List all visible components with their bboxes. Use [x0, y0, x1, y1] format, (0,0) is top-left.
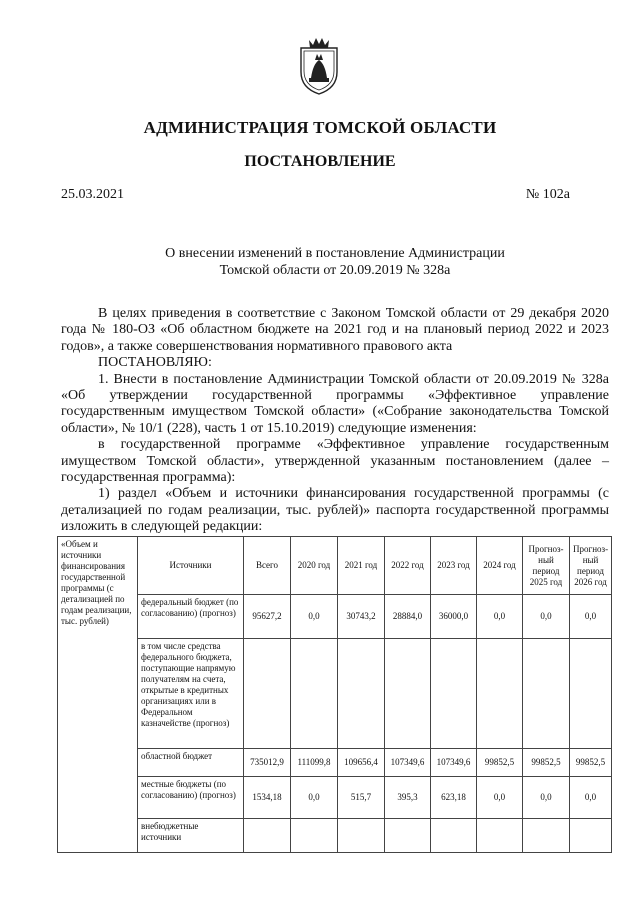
- value-cell: 99852,5: [477, 749, 523, 777]
- value-cell: [338, 819, 385, 853]
- value-cell: [244, 819, 291, 853]
- source-cell: местные бюджеты (по согласованию) (прогноз): [138, 777, 244, 819]
- value-cell: 0,0: [291, 595, 338, 639]
- value-cell: 107349,6: [385, 749, 431, 777]
- table-row: [58, 749, 612, 777]
- value-cell: [477, 819, 523, 853]
- header-cell: 2021 год: [338, 537, 385, 595]
- paragraph-preamble: В целях приведения в соответствие с Законом Томской области от 29 декабря 2020 года № 180-ОЗ «Об областном бюджете на 2021 год и на плановый период 2022 и 2023 годов», а также совершенствования нормативного правового акта: [61, 306, 609, 354]
- header-cell: 2023 год: [431, 537, 477, 595]
- value-cell: [338, 639, 385, 749]
- value-cell: 111099,8: [291, 749, 338, 777]
- header-cell: Прогноз-ный период 2026 год: [570, 537, 612, 595]
- paragraph-program: в государственной программе «Эффективное управление государственным имуществом Томской области», утвержденной указанным постановлением (далее – государственная программа):: [61, 437, 609, 486]
- header-cell: 2022 год: [385, 537, 431, 595]
- value-cell: 0,0: [291, 777, 338, 819]
- table-row: [58, 595, 612, 639]
- value-cell: 107349,6: [431, 749, 477, 777]
- value-cell: 395,3: [385, 777, 431, 819]
- table-row: [58, 819, 612, 853]
- value-cell: 99852,5: [570, 749, 612, 777]
- source-cell: внебюджетные источники: [138, 819, 244, 853]
- value-cell: [291, 639, 338, 749]
- value-cell: 515,7: [338, 777, 385, 819]
- value-cell: [570, 639, 612, 749]
- header-cell: Всего: [244, 537, 291, 595]
- paragraph-resolve: ПОСТАНОВЛЯЮ:: [98, 355, 212, 371]
- value-cell: [244, 639, 291, 749]
- document-number: № 102а: [525, 187, 570, 202]
- source-cell: в том числе средства федерального бюджета, поступающие напрямую получателям на счета, открытые в кредитных организациях или в Федеральном казначействе (прогноз): [138, 639, 244, 749]
- value-cell: 36000,0: [431, 595, 477, 639]
- document-type: ПОСТАНОВЛЕНИЕ: [244, 153, 396, 170]
- value-cell: [385, 819, 431, 853]
- value-cell: 95627,2: [244, 595, 291, 639]
- value-cell: [431, 819, 477, 853]
- paragraph-subitem-1: 1) раздел «Объем и источники финансирования государственной программы (с детализацией по годам реализации, тыс. рублей)» паспорта государственной программы изложить в следующей редакции:: [61, 486, 609, 535]
- source-cell: областной бюджет: [138, 749, 244, 777]
- table-row: [58, 777, 612, 819]
- value-cell: [291, 819, 338, 853]
- paragraph-item-1: 1. Внести в постановление Администрации Томской области от 20.09.2019 № 328а «Об утверждении государственной программы «Эффективное управление государственным имуществом Томской области» («Собрание законодательства Томской области», № 10/1 (228), часть 1 от 15.10.2019) следующие изменения:: [61, 371, 609, 436]
- value-cell: 0,0: [570, 777, 612, 819]
- value-cell: 30743,2: [338, 595, 385, 639]
- subject-line-1: О внесении изменений в постановление Администрации: [165, 246, 505, 261]
- document-body: [61, 306, 609, 536]
- value-cell: 0,0: [523, 777, 570, 819]
- header-cell: 2024 год: [477, 537, 523, 595]
- value-cell: 1534,18: [244, 777, 291, 819]
- value-cell: [523, 639, 570, 749]
- coat-of-arms-emblem: [295, 34, 343, 96]
- value-cell: 0,0: [477, 777, 523, 819]
- value-cell: [477, 639, 523, 749]
- document-date: 25.03.2021: [61, 187, 124, 202]
- value-cell: 735012,9: [244, 749, 291, 777]
- row-label-cell: «Объем и источники финансирования государственной программы (с детализацией по годам реализации, тыс. рублей): [58, 537, 138, 853]
- value-cell: 99852,5: [523, 749, 570, 777]
- value-cell: [570, 819, 612, 853]
- value-cell: [431, 639, 477, 749]
- subject-line-2: Томской области от 20.09.2019 № 328а: [219, 263, 451, 278]
- value-cell: 109656,4: [338, 749, 385, 777]
- value-cell: [385, 639, 431, 749]
- value-cell: 623,18: [431, 777, 477, 819]
- value-cell: 0,0: [570, 595, 612, 639]
- value-cell: 0,0: [477, 595, 523, 639]
- value-cell: 0,0: [523, 595, 570, 639]
- financing-table: [57, 536, 612, 853]
- header-cell: 2020 год: [291, 537, 338, 595]
- value-cell: [523, 819, 570, 853]
- table-row: [58, 639, 612, 749]
- header-cell: Источники: [138, 537, 244, 595]
- source-cell: федеральный бюджет (по согласованию) (прогноз): [138, 595, 244, 639]
- value-cell: 28884,0: [385, 595, 431, 639]
- organization-title: АДМИНИСТРАЦИЯ ТОМСКОЙ ОБЛАСТИ: [143, 118, 497, 137]
- document-subject: [0, 245, 640, 279]
- header-cell: Прогноз-ный период 2025 год: [523, 537, 570, 595]
